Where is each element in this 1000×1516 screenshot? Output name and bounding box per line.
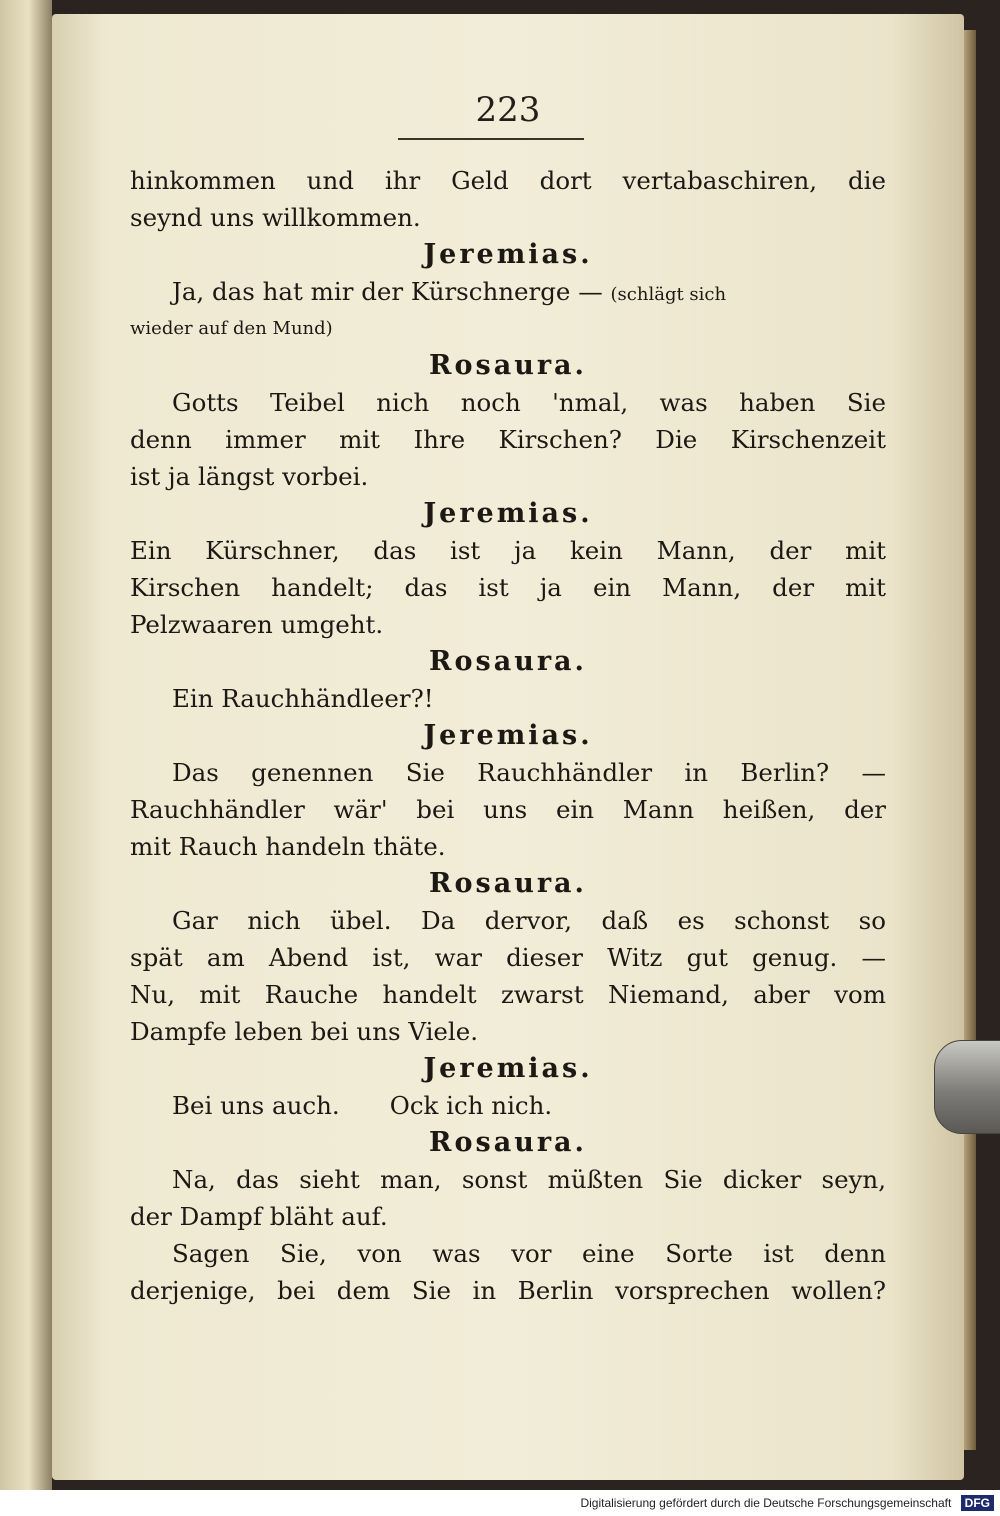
dialogue-text: Ja, das hat mir der Kürschnerge —: [172, 277, 603, 306]
speaker-name: Rosaura.: [429, 646, 587, 677]
text-line: mit Rauch handeln thäte.: [130, 832, 446, 861]
text-line: Nu, mit Rauche handelt zwarst Niemand, aber vom: [130, 980, 886, 1009]
dialogue-text: Bei uns auch.: [172, 1091, 340, 1120]
footer-credit: Digitalisierung gefördert durch die Deutsche Forschungsgemeinschaft: [580, 1496, 952, 1510]
page-number: 223: [475, 90, 541, 130]
text-line: ist ja längst vorbei.: [130, 462, 369, 491]
speaker-name: Jeremias.: [423, 1053, 593, 1084]
book-page: [52, 14, 964, 1480]
speaker-name: Rosaura.: [429, 868, 587, 899]
speaker-name: Jeremias.: [423, 498, 593, 529]
page-turn-handle[interactable]: [934, 1040, 1000, 1134]
adjacent-page-edge: [0, 0, 52, 1490]
book-edge: [964, 30, 976, 1450]
text-line: [130, 273, 886, 310]
text-line: hinkommen und ihr Geld dort vertabaschiren, die: [130, 166, 886, 195]
text-line: Dampfe leben bei uns Viele.: [130, 1017, 479, 1046]
page-text: [130, 162, 886, 1309]
text-line: Sagen Sie, von was vor eine Sorte ist denn: [172, 1239, 886, 1268]
text-line: Ein Rauchhändleer?!: [172, 684, 434, 713]
speaker-name: Rosaura.: [429, 350, 587, 381]
dfg-logo: DFG: [961, 1495, 994, 1511]
stage-direction: wieder auf den Mund): [130, 318, 333, 339]
speaker-name: Jeremias.: [423, 720, 593, 751]
text-line: Pelzwaaren umgeht.: [130, 610, 384, 639]
stage-direction: (schlägt sich: [610, 284, 727, 305]
text-line: der Dampf bläht auf.: [130, 1202, 388, 1231]
text-line: derjenige, bei dem Sie in Berlin vorsprechen wollen?: [130, 1276, 886, 1305]
text-line: Ein Kürschner, das ist ja kein Mann, der mit: [130, 536, 886, 565]
text-line: Das genennen Sie Rauchhändler in Berlin? —: [172, 758, 886, 787]
text-line: [130, 1087, 886, 1124]
text-line: seynd uns willkommen.: [130, 203, 421, 232]
text-line: Kirschen handelt; das ist ja ein Mann, der mit: [130, 573, 886, 602]
speaker-name: Rosaura.: [429, 1127, 587, 1158]
dialogue-text: Ock ich nich.: [389, 1091, 553, 1120]
text-line: Na, das sieht man, sonst müßten Sie dicker seyn,: [172, 1165, 886, 1194]
text-line: Rauchhändler wär' bei uns ein Mann heißen, der: [130, 795, 886, 824]
digitization-footer: [0, 1490, 1000, 1516]
text-line: Gotts Teibel nich noch 'nmal, was haben Sie: [172, 388, 886, 417]
speaker-name: Jeremias.: [423, 239, 593, 270]
text-line: spät am Abend ist, war dieser Witz gut genug. —: [130, 943, 886, 972]
text-line: denn immer mit Ihre Kirschen? Die Kirschenzeit: [130, 425, 886, 454]
text-line: Gar nich übel. Da dervor, daß es schonst so: [172, 906, 886, 935]
header-rule: [398, 138, 584, 140]
